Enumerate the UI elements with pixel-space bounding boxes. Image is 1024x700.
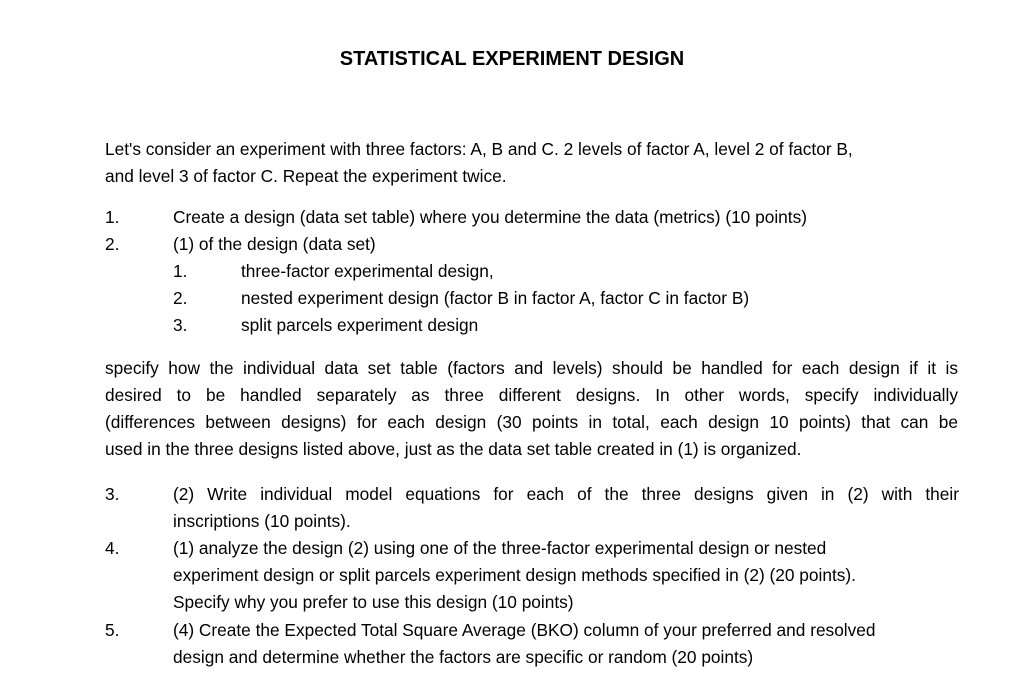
list-line: (2) Write individual model equations for each of the three designs given in (2) with their <box>173 484 959 504</box>
list-line: inscriptions (10 points). <box>173 511 351 531</box>
middle-paragraph <box>105 355 958 463</box>
middle-line: specify how the individual data set table (factors and levels) should be handled for each design if it is <box>105 358 958 378</box>
middle-line: used in the three designs listed above, just as the data set table created in (1) is organized. <box>105 439 802 459</box>
list-text: (1) of the design (data set) <box>173 234 376 254</box>
intro-line: Let's consider an experiment with three factors: A, B and C. 2 levels of factor A, level 2 of factor B, <box>105 139 853 159</box>
list-number: 4. <box>105 538 120 558</box>
list-line: design and determine whether the factors are specific or random (20 points) <box>173 647 754 667</box>
intro-paragraph <box>105 136 965 190</box>
list-line: (1) analyze the design (2) using one of the three-factor experimental design or nested <box>173 538 827 558</box>
sublist-number: 3. <box>173 315 188 335</box>
middle-line: desired to be handled separately as three different designs. In other words, specify individually <box>105 385 958 405</box>
sublist-text: split parcels experiment design <box>241 315 479 335</box>
list-number: 5. <box>105 620 120 640</box>
document-title: STATISTICAL EXPERIMENT DESIGN <box>339 48 685 70</box>
list-number: 2. <box>105 234 120 254</box>
list-line: experiment design or split parcels experiment design methods specified in (2) (20 points). <box>173 565 856 585</box>
middle-line: (differences between designs) for each design (30 points in total, each design 10 points) that can be <box>105 412 958 432</box>
list-number: 1. <box>105 207 120 227</box>
sublist-number: 2. <box>173 288 188 308</box>
list-line: (4) Create the Expected Total Square Average (BKO) column of your preferred and resolved <box>173 620 876 640</box>
list-text <box>173 481 959 535</box>
intro-line: and level 3 of factor C. Repeat the experiment twice. <box>105 166 507 186</box>
list-text <box>173 617 959 671</box>
sublist-text: three-factor experimental design, <box>241 261 494 281</box>
list-number: 3. <box>105 484 120 504</box>
list-text <box>173 535 959 616</box>
list-line: Specify why you prefer to use this design (10 points) <box>173 592 574 612</box>
list-text: Create a design (data set table) where you determine the data (metrics) (10 points) <box>173 207 807 227</box>
sublist-number: 1. <box>173 261 188 281</box>
sublist-text: nested experiment design (factor B in factor A, factor C in factor B) <box>241 288 750 308</box>
